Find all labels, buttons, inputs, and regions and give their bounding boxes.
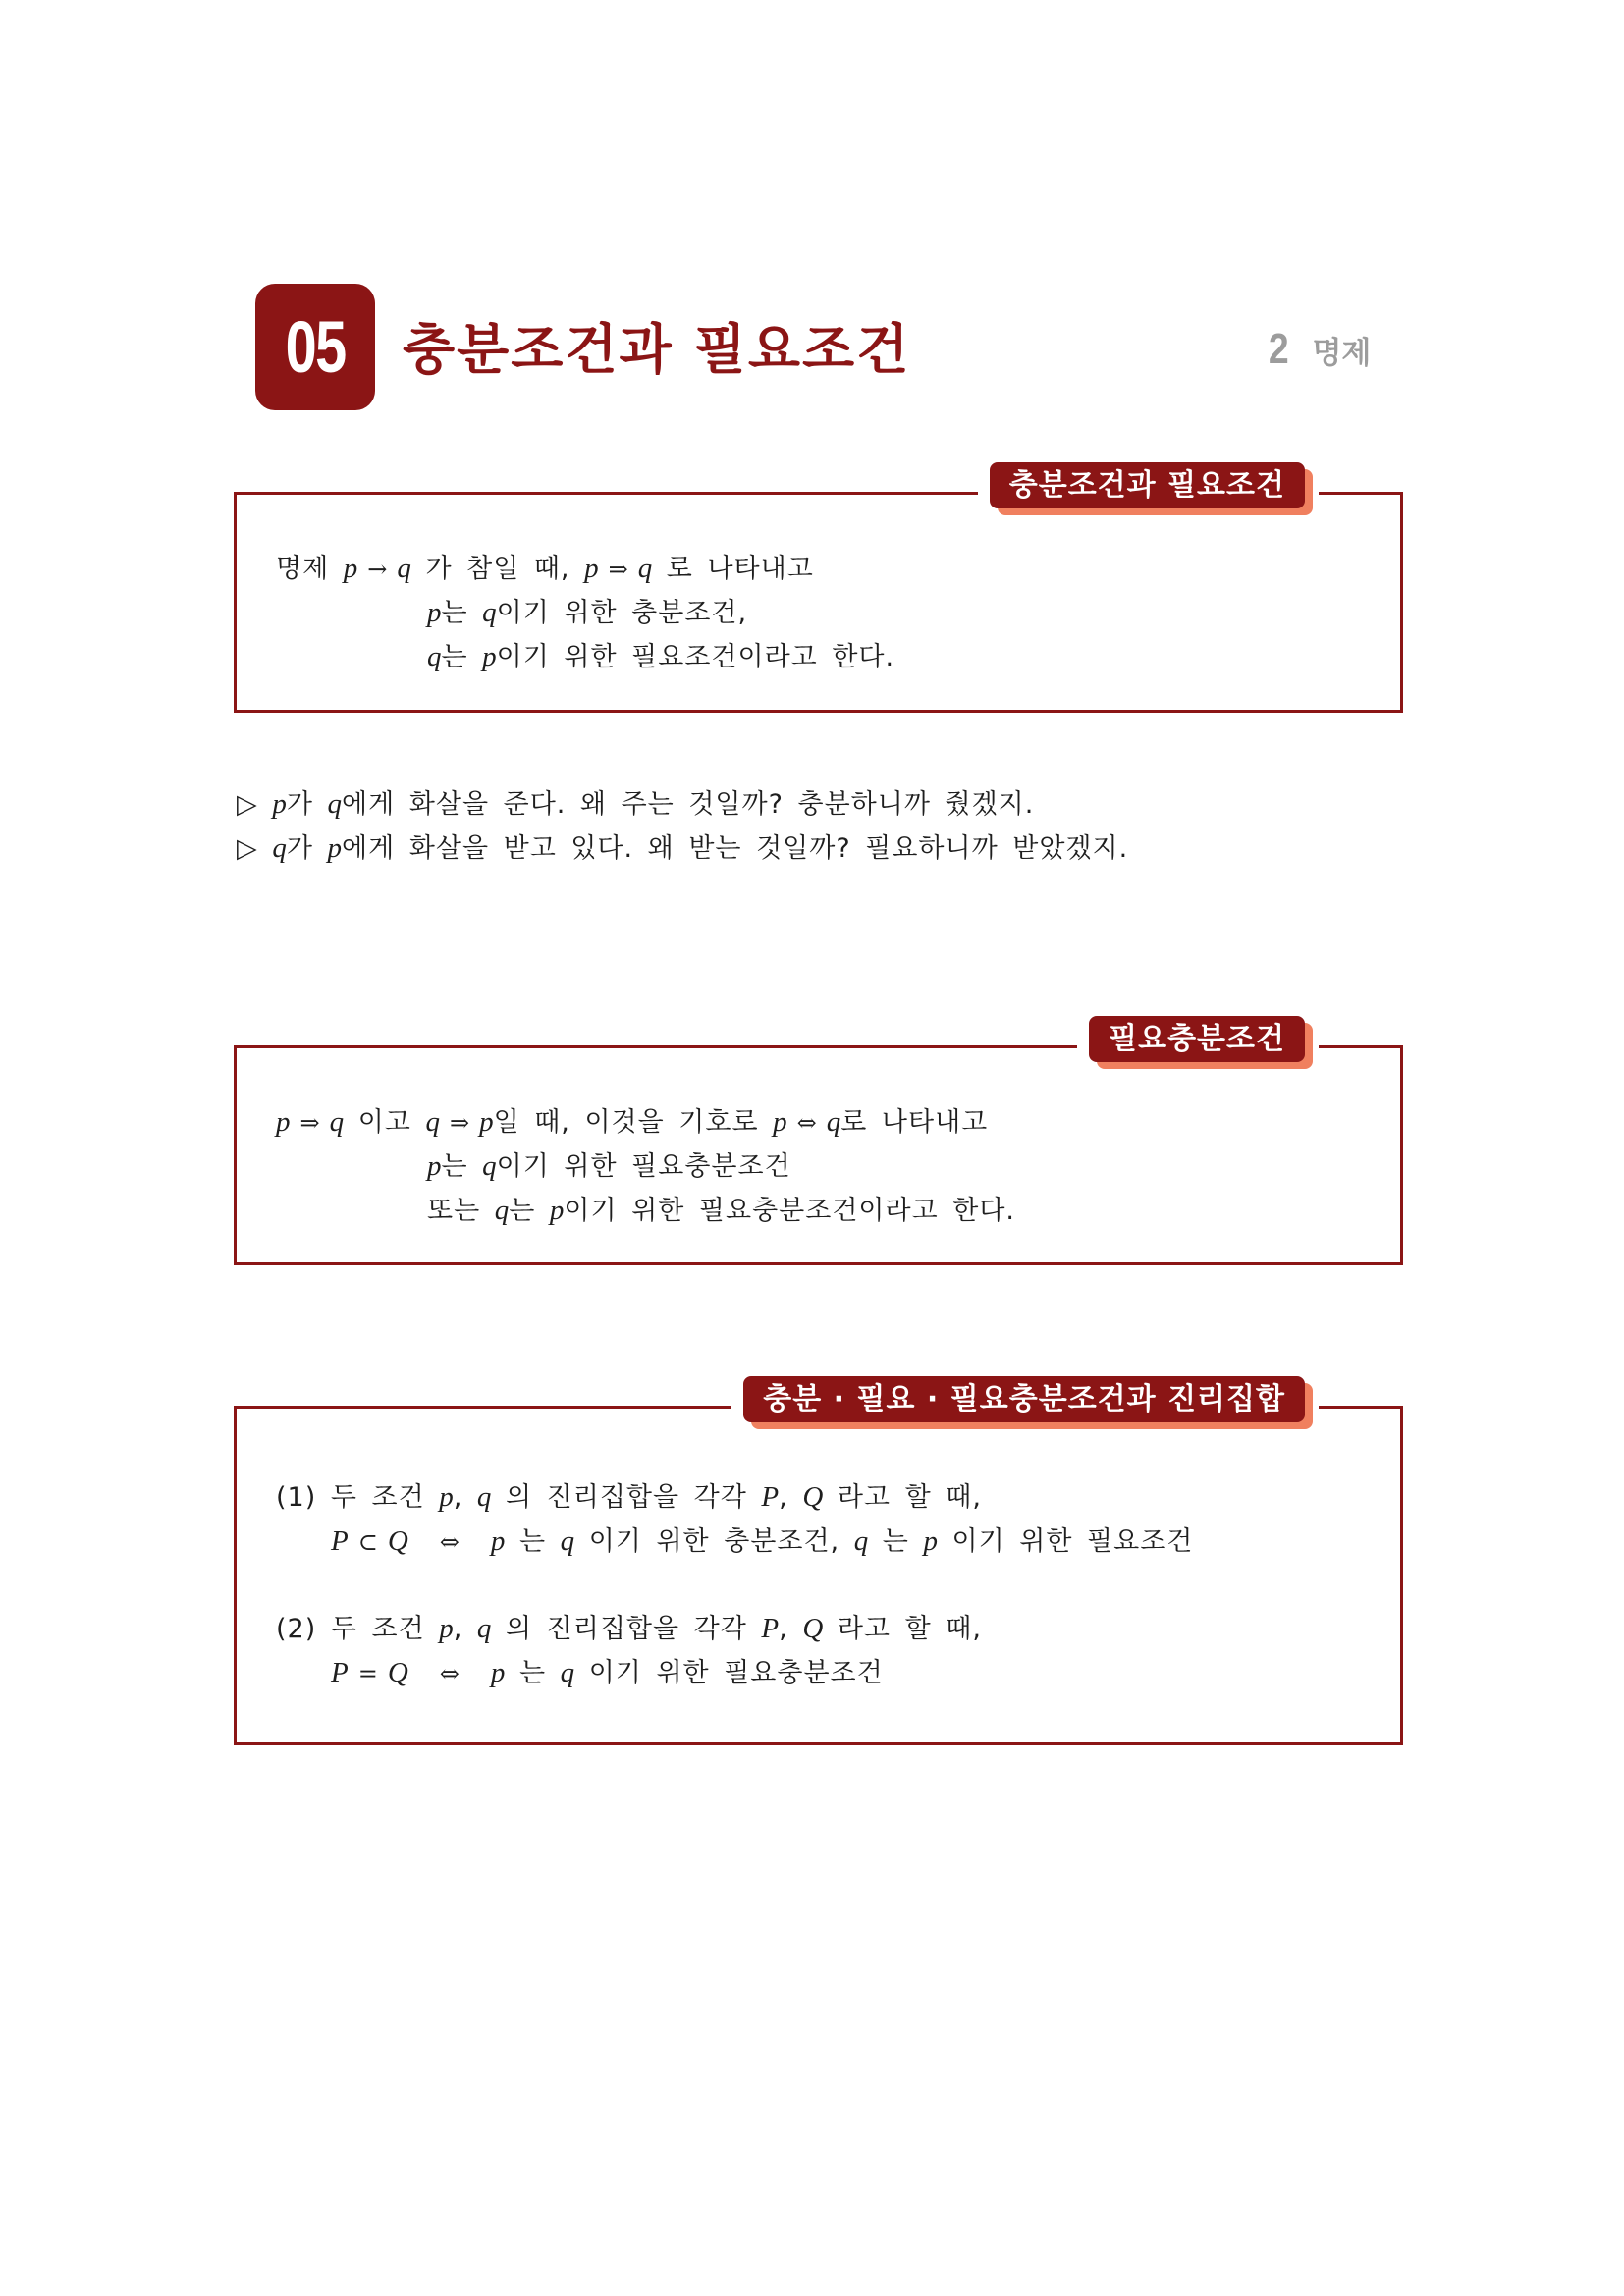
math-variable: q xyxy=(476,1613,492,1644)
math-variable: q xyxy=(560,1525,575,1557)
math-variable: p xyxy=(343,553,358,584)
math-variable: p xyxy=(584,553,599,584)
definition-line xyxy=(276,1475,1400,1520)
definition-line xyxy=(427,635,1400,679)
math-variable: q xyxy=(494,1195,510,1226)
text-run: 의 진리집합을 각각 xyxy=(491,1614,762,1644)
text-run: 이기 위한 필요충분조건 xyxy=(574,1658,884,1688)
mnemonic-notes xyxy=(237,782,1395,871)
text-run: 라고 할 때, xyxy=(823,1482,982,1513)
text-run: 라고 할 때, xyxy=(823,1614,982,1644)
definition-line xyxy=(331,1651,1400,1695)
math-variable: q xyxy=(327,788,343,820)
definition-line xyxy=(331,1520,1400,1564)
box-label: 필요충분조건 xyxy=(1089,1016,1305,1062)
text-run: 에게 화살을 받고 있다. 왜 받는 것일까? 필요하니까 받았겠지. xyxy=(342,833,1129,864)
chapter-indicator xyxy=(1267,316,1371,383)
math-variable: p xyxy=(427,1150,442,1182)
text-run: , xyxy=(779,1482,803,1513)
definition-line xyxy=(276,1100,1400,1145)
text-run: 는 xyxy=(441,642,483,672)
text-run: , xyxy=(779,1614,803,1644)
math-variable: p xyxy=(773,1106,787,1138)
definition-line xyxy=(427,591,1400,635)
box-label-wrap xyxy=(978,462,1319,525)
text-run: 가 xyxy=(286,833,328,864)
box-label-wrap xyxy=(731,1376,1319,1439)
math-variable: P xyxy=(331,1525,349,1557)
text-run: (2) 두 조건 xyxy=(276,1614,440,1644)
math-variable: p xyxy=(490,1525,506,1557)
math-symbol: ⇒ xyxy=(449,1109,470,1137)
math-variable: q xyxy=(272,832,287,864)
math-variable: q xyxy=(329,1106,345,1138)
text-run: 로 나타내고 xyxy=(840,1107,989,1138)
text-run: 에게 화살을 준다. 왜 주는 것일까? 충분하니까 줬겠지. xyxy=(342,789,1035,820)
math-variable: p xyxy=(272,788,287,820)
text-run: 이기 위한 필요충분조건 xyxy=(496,1151,791,1182)
text-run: 의 진리집합을 각각 xyxy=(491,1482,762,1513)
math-variable: p xyxy=(490,1657,506,1688)
text-run: 는 xyxy=(441,598,483,628)
math-variable: q xyxy=(637,553,653,584)
section-number: 05 xyxy=(285,305,346,388)
text-run: 로 나타내고 xyxy=(652,554,814,584)
section-number-badge xyxy=(255,284,375,410)
text-run: 이기 위한 필요조건 xyxy=(937,1526,1194,1557)
math-variable: p xyxy=(479,1106,494,1138)
math-variable: q xyxy=(560,1657,575,1688)
math-variable: q xyxy=(397,553,411,584)
math-variable: p xyxy=(482,641,497,672)
math-symbol: ⊂ xyxy=(357,1528,378,1556)
math-variable: q xyxy=(482,597,497,628)
math-symbol: ⇒ xyxy=(299,1109,320,1137)
definition-line xyxy=(276,1607,1400,1651)
text-run: 이고 xyxy=(344,1107,426,1138)
text-run: 이기 위한 충분조건, xyxy=(496,598,748,628)
chapter-number: 2 xyxy=(1268,325,1289,373)
math-variable: p xyxy=(327,832,343,864)
text-run: (1) 두 조건 xyxy=(276,1482,440,1513)
math-variable: q xyxy=(425,1106,440,1138)
math-variable: q xyxy=(826,1106,841,1138)
box-label: 충분조건과 필요조건 xyxy=(990,462,1305,508)
math-variable: p xyxy=(427,597,442,628)
text-run: 는 xyxy=(441,1151,483,1182)
text-run: 가 xyxy=(286,789,328,820)
note-line xyxy=(237,827,1395,871)
math-variable: Q xyxy=(802,1613,824,1644)
math-variable: p xyxy=(549,1195,565,1226)
math-variable: p xyxy=(276,1106,291,1138)
text-run: 일 때, 이것을 기호로 xyxy=(493,1107,774,1138)
math-variable: Q xyxy=(802,1481,824,1513)
note-line xyxy=(237,782,1395,827)
box-label-wrap xyxy=(1077,1016,1319,1079)
math-variable: q xyxy=(427,641,442,672)
box-label: 충분 · 필요 · 필요충분조건과 진리집합 xyxy=(743,1376,1305,1422)
definition-box-truth-sets xyxy=(234,1406,1403,1745)
math-variable: q xyxy=(853,1525,869,1557)
chapter-name: 명제 xyxy=(1312,335,1372,371)
math-variable: P xyxy=(761,1481,780,1513)
text-run: 는 xyxy=(505,1658,561,1688)
section-title: 충분조건과 필요조건 xyxy=(403,318,911,381)
text-run: 가 참일 때, xyxy=(410,554,585,584)
text-run: 이기 위한 필요조건이라고 한다. xyxy=(496,642,895,672)
math-variable: Q xyxy=(387,1525,408,1557)
math-symbol: ⇔ xyxy=(796,1109,817,1137)
text-run: , xyxy=(453,1482,477,1513)
math-variable: P xyxy=(761,1613,780,1644)
definition-line xyxy=(276,547,1400,591)
text-run: 이기 위한 충분조건, xyxy=(574,1526,854,1557)
definition-line xyxy=(427,1145,1400,1189)
math-symbol: = xyxy=(357,1660,378,1687)
equivalence-symbol: ⇔ xyxy=(439,1660,460,1687)
math-variable: q xyxy=(476,1481,492,1513)
text-run: 는 xyxy=(505,1526,561,1557)
text-run: 또는 xyxy=(427,1196,495,1226)
text-run: ▷ xyxy=(237,789,273,820)
math-symbol: → xyxy=(367,556,388,583)
equivalence-symbol: ⇔ xyxy=(439,1528,460,1556)
math-variable: p xyxy=(439,1613,454,1644)
text-run: , xyxy=(453,1614,477,1644)
math-symbol: ⇒ xyxy=(608,556,628,583)
text-run: 이기 위한 필요충분조건이라고 한다. xyxy=(564,1196,1015,1226)
text-run: 는 xyxy=(868,1526,924,1557)
definition-line xyxy=(427,1189,1400,1233)
math-variable: p xyxy=(439,1481,454,1513)
text-run: 는 xyxy=(509,1196,550,1226)
math-variable: q xyxy=(482,1150,497,1182)
math-variable: p xyxy=(923,1525,938,1557)
math-variable: Q xyxy=(387,1657,408,1688)
text-run: ▷ xyxy=(237,833,273,864)
text-run: 명제 xyxy=(276,554,344,584)
math-variable: P xyxy=(331,1657,349,1688)
